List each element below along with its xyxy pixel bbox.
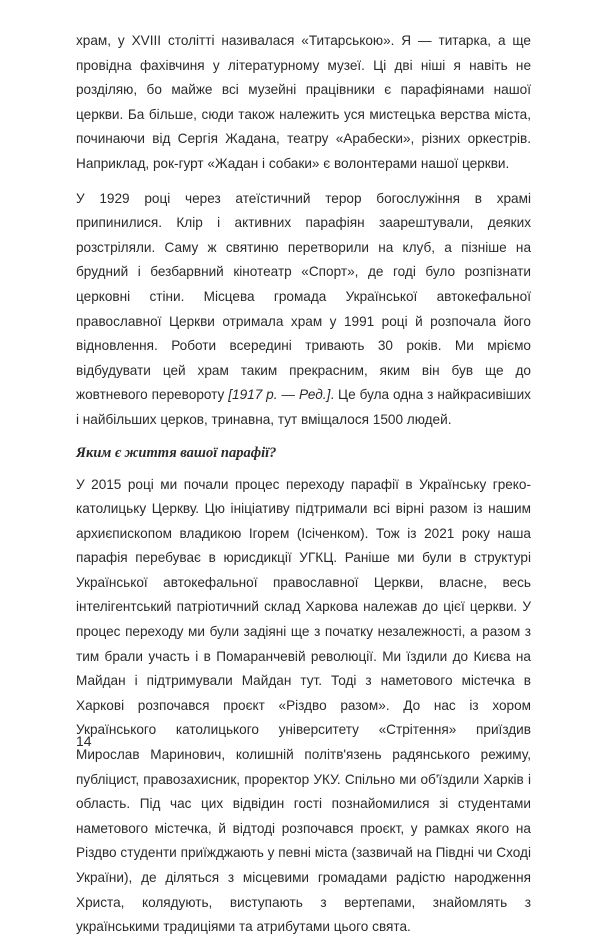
paragraph-history-text: У 1929 році через атеїстичний терор богослужіння в храмі припинилися. Клір і активних парафіян заарештували, деяких розстріляли. Саму ж святиню перетворили на клуб, а пізніше на брудний і безбарвний кінотеатр «Спорт», де годі було розпізнати церковні стіни. Місцева громада Української автокефальної православної Церкви отримала храм у 1991 році й розпочала його відновлення. Роботи всередині тривають 30 років. Ми мріємо відбудувати цей храм таким прекрасним, яким він був ще до жовтневого перевороту <box>76 190 531 403</box>
paragraph-history <box>76 187 531 433</box>
editor-note: [1917 р. — Ред.] <box>228 387 331 403</box>
paragraph-history-end: . Це була одна з найкрасивіших і найбільших церков, тринавна, тут вміщалося 1500 людей. <box>76 387 531 427</box>
paragraph-parish-life: У 2015 році ми почали процес переходу парафії в Українську греко-католицьку Церкву. Цю ініціативу підтримали всі вірні разом із нашим архиєпископом владикою Ігорем (Ісіченком). Тож із 2021 року наша парафія перебуває в юрисдикції УГКЦ. Раніше ми були в структурі Української автокефальної православної Церкви, власне, весь інтелігентський патріотичний склад Харкова належав до цієї церкви. У процес переходу ми були задіяні ще з початку незалежності, а разом з тим брали участь і в Помаранчевій революції. Ми їздили до Києва на Майдан і підтримували Майдан тут. Тоді з наметового містечка в Харкові розпочався проєкт «Різдво разом». До нас із хором Українського католицького університету «Стрітення» приїздив Мирослав Маринович, колишній політв'язень радянського режиму, публіцист, правозахисник, проректор УКУ. Спільно ми об'їздили Харків і область. Під час цих відвідин гості познайомилися зі студентами наметового містечка, й відтоді розпочався проєкт, у рамках якого на Різдво студенти приїжджають у певні міста (зазвичай на Півдні чи Сході України), де діляться з місцевими громадами радістю народження Христа, колядують, виступають з вертепами, знайомлять з українськими традиціями та атрибутами цього свята. <box>76 476 531 935</box>
interview-question: Яким є життя вашої парафії? <box>76 444 277 461</box>
page-body <box>76 29 531 940</box>
paragraph-intro: храм, у XVIII столітті називалася «Титарською». Я — титарка, а ще провідна фахівчиня у літературному музеї. Ці дві ніші я навіть не розділяю, бо майже всі музейні працівники є парафіянами нашої церкви. Ба більше, сюди також належить уся мистецька верства міста, починаючи від Сергія Жадана, театру «Арабески», різних оркестрів. Наприклад, рок-гурт «Жадан і собаки» є волонтерами нашої церкви. <box>76 33 531 171</box>
page-number: 14 <box>76 733 92 749</box>
